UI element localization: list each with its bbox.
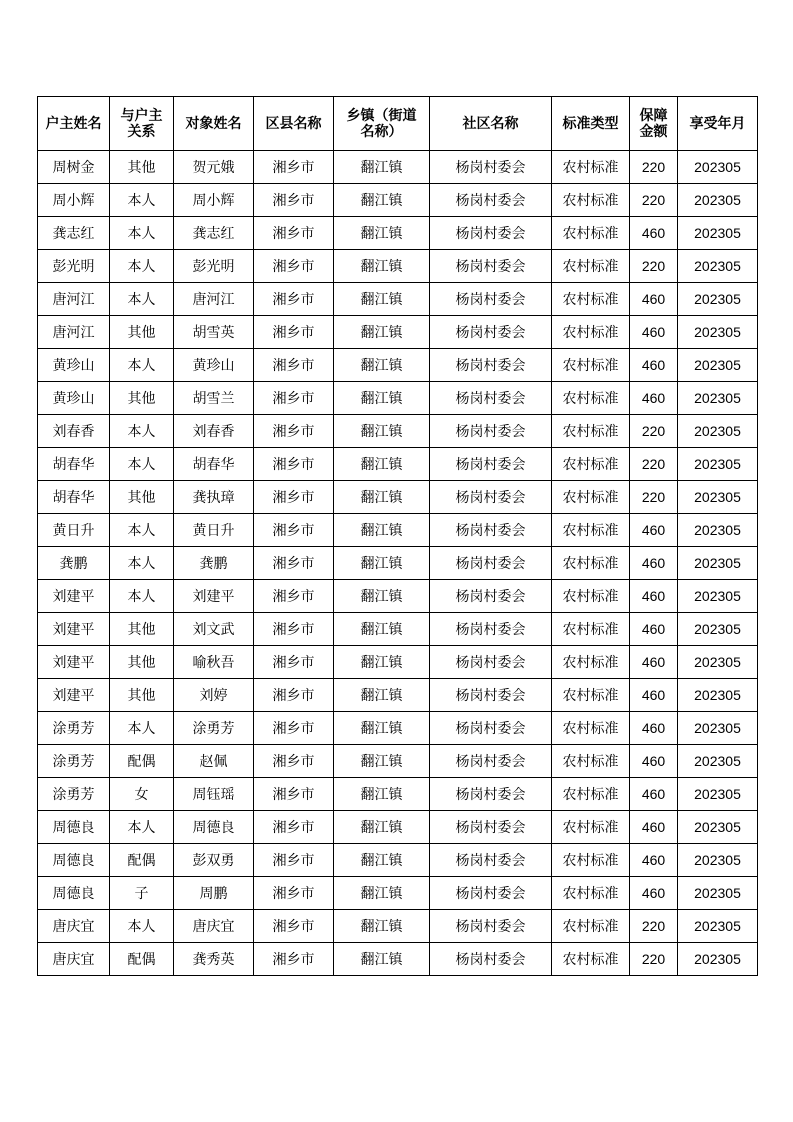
table-row [38,580,758,613]
township-cell: 翻江镇 [334,646,430,679]
header-period: 享受年月 [678,97,758,151]
household-head-cell: 涂勇芳 [38,745,110,778]
county-cell: 湘乡市 [254,877,334,910]
township-cell: 翻江镇 [334,877,430,910]
community-cell: 杨岗村委会 [430,448,552,481]
relation-cell: 女 [110,778,174,811]
beneficiary-name-cell: 黄珍山 [174,349,254,382]
beneficiary-name-cell: 周钰瑶 [174,778,254,811]
township-cell: 翻江镇 [334,151,430,184]
amount-cell: 220 [630,910,678,943]
amount-cell: 460 [630,283,678,316]
township-cell: 翻江镇 [334,349,430,382]
county-cell: 湘乡市 [254,382,334,415]
community-cell: 杨岗村委会 [430,811,552,844]
relation-cell: 本人 [110,250,174,283]
household-head-cell: 唐河江 [38,316,110,349]
standard-type-cell: 农村标准 [552,712,630,745]
period-cell: 202305 [678,250,758,283]
table-row [38,646,758,679]
county-cell: 湘乡市 [254,613,334,646]
township-cell: 翻江镇 [334,943,430,976]
beneficiary-name-cell: 刘文武 [174,613,254,646]
community-cell: 杨岗村委会 [430,745,552,778]
beneficiary-name-cell: 周德良 [174,811,254,844]
beneficiary-name-cell: 胡雪兰 [174,382,254,415]
county-cell: 湘乡市 [254,448,334,481]
county-cell: 湘乡市 [254,679,334,712]
amount-cell: 460 [630,547,678,580]
household-head-cell: 黄珍山 [38,349,110,382]
community-cell: 杨岗村委会 [430,778,552,811]
table-body [38,151,758,976]
community-cell: 杨岗村委会 [430,712,552,745]
beneficiary-name-cell: 涂勇芳 [174,712,254,745]
relation-cell: 配偶 [110,844,174,877]
household-head-cell: 周树金 [38,151,110,184]
table-row [38,184,758,217]
beneficiary-name-cell: 周鹏 [174,877,254,910]
assistance-table [37,96,758,976]
community-cell: 杨岗村委会 [430,547,552,580]
relation-cell: 本人 [110,448,174,481]
township-cell: 翻江镇 [334,910,430,943]
standard-type-cell: 农村标准 [552,481,630,514]
amount-cell: 460 [630,382,678,415]
township-cell: 翻江镇 [334,514,430,547]
relation-cell: 其他 [110,481,174,514]
period-cell: 202305 [678,745,758,778]
community-cell: 杨岗村委会 [430,217,552,250]
community-cell: 杨岗村委会 [430,646,552,679]
township-cell: 翻江镇 [334,448,430,481]
community-cell: 杨岗村委会 [430,316,552,349]
period-cell: 202305 [678,217,758,250]
period-cell: 202305 [678,712,758,745]
header-standard-type: 标准类型 [552,97,630,151]
county-cell: 湘乡市 [254,151,334,184]
standard-type-cell: 农村标准 [552,283,630,316]
header-county: 区县名称 [254,97,334,151]
relation-cell: 本人 [110,514,174,547]
period-cell: 202305 [678,481,758,514]
beneficiary-name-cell: 龚鹏 [174,547,254,580]
community-cell: 杨岗村委会 [430,514,552,547]
county-cell: 湘乡市 [254,250,334,283]
county-cell: 湘乡市 [254,778,334,811]
community-cell: 杨岗村委会 [430,184,552,217]
amount-cell: 460 [630,811,678,844]
beneficiary-name-cell: 胡春华 [174,448,254,481]
beneficiary-name-cell: 刘春香 [174,415,254,448]
table-row [38,514,758,547]
amount-cell: 220 [630,448,678,481]
standard-type-cell: 农村标准 [552,811,630,844]
county-cell: 湘乡市 [254,349,334,382]
standard-type-cell: 农村标准 [552,316,630,349]
beneficiary-name-cell: 黄日升 [174,514,254,547]
table-row [38,877,758,910]
table-row [38,943,758,976]
community-cell: 杨岗村委会 [430,382,552,415]
household-head-cell: 胡春华 [38,448,110,481]
township-cell: 翻江镇 [334,184,430,217]
amount-cell: 460 [630,778,678,811]
relation-cell: 其他 [110,613,174,646]
community-cell: 杨岗村委会 [430,481,552,514]
standard-type-cell: 农村标准 [552,448,630,481]
relation-cell: 本人 [110,580,174,613]
relation-cell: 本人 [110,184,174,217]
county-cell: 湘乡市 [254,646,334,679]
beneficiary-name-cell: 贺元娥 [174,151,254,184]
township-cell: 翻江镇 [334,415,430,448]
township-cell: 翻江镇 [334,250,430,283]
county-cell: 湘乡市 [254,547,334,580]
table-row [38,151,758,184]
amount-cell: 460 [630,646,678,679]
household-head-cell: 刘建平 [38,580,110,613]
community-cell: 杨岗村委会 [430,349,552,382]
amount-cell: 220 [630,250,678,283]
table-row [38,217,758,250]
relation-cell: 本人 [110,415,174,448]
community-cell: 杨岗村委会 [430,844,552,877]
amount-cell: 460 [630,613,678,646]
period-cell: 202305 [678,415,758,448]
standard-type-cell: 农村标准 [552,877,630,910]
table-row [38,844,758,877]
community-cell: 杨岗村委会 [430,910,552,943]
beneficiary-name-cell: 龚秀英 [174,943,254,976]
household-head-cell: 周德良 [38,844,110,877]
beneficiary-name-cell: 唐庆宜 [174,910,254,943]
township-cell: 翻江镇 [334,382,430,415]
table-row [38,811,758,844]
community-cell: 杨岗村委会 [430,250,552,283]
table-row [38,415,758,448]
beneficiary-name-cell: 赵佩 [174,745,254,778]
header-household-head: 户主姓名 [38,97,110,151]
household-head-cell: 涂勇芳 [38,778,110,811]
period-cell: 202305 [678,811,758,844]
period-cell: 202305 [678,580,758,613]
household-head-cell: 刘建平 [38,613,110,646]
standard-type-cell: 农村标准 [552,217,630,250]
community-cell: 杨岗村委会 [430,283,552,316]
header-row [38,97,758,151]
period-cell: 202305 [678,349,758,382]
relation-cell: 本人 [110,349,174,382]
relation-cell: 其他 [110,151,174,184]
amount-cell: 220 [630,415,678,448]
standard-type-cell: 农村标准 [552,349,630,382]
county-cell: 湘乡市 [254,184,334,217]
county-cell: 湘乡市 [254,811,334,844]
table-row [38,679,758,712]
standard-type-cell: 农村标准 [552,943,630,976]
township-cell: 翻江镇 [334,745,430,778]
period-cell: 202305 [678,283,758,316]
township-cell: 翻江镇 [334,844,430,877]
standard-type-cell: 农村标准 [552,844,630,877]
amount-cell: 220 [630,481,678,514]
beneficiary-name-cell: 周小辉 [174,184,254,217]
amount-cell: 220 [630,151,678,184]
amount-cell: 460 [630,679,678,712]
household-head-cell: 周小辉 [38,184,110,217]
household-head-cell: 唐庆宜 [38,943,110,976]
period-cell: 202305 [678,151,758,184]
period-cell: 202305 [678,778,758,811]
relation-cell: 子 [110,877,174,910]
relation-cell: 本人 [110,712,174,745]
amount-cell: 460 [630,580,678,613]
township-cell: 翻江镇 [334,811,430,844]
beneficiary-name-cell: 唐河江 [174,283,254,316]
period-cell: 202305 [678,844,758,877]
household-head-cell: 周德良 [38,877,110,910]
standard-type-cell: 农村标准 [552,745,630,778]
household-head-cell: 刘春香 [38,415,110,448]
period-cell: 202305 [678,514,758,547]
township-cell: 翻江镇 [334,580,430,613]
amount-cell: 460 [630,844,678,877]
relation-cell: 其他 [110,679,174,712]
standard-type-cell: 农村标准 [552,151,630,184]
relation-cell: 本人 [110,283,174,316]
community-cell: 杨岗村委会 [430,943,552,976]
header-beneficiary-name: 对象姓名 [174,97,254,151]
county-cell: 湘乡市 [254,943,334,976]
household-head-cell: 彭光明 [38,250,110,283]
household-head-cell: 周德良 [38,811,110,844]
period-cell: 202305 [678,679,758,712]
township-cell: 翻江镇 [334,679,430,712]
period-cell: 202305 [678,877,758,910]
amount-cell: 460 [630,349,678,382]
standard-type-cell: 农村标准 [552,415,630,448]
community-cell: 杨岗村委会 [430,580,552,613]
relation-cell: 配偶 [110,745,174,778]
relation-cell: 本人 [110,547,174,580]
table-row [38,778,758,811]
beneficiary-name-cell: 喻秋吾 [174,646,254,679]
standard-type-cell: 农村标准 [552,679,630,712]
county-cell: 湘乡市 [254,415,334,448]
county-cell: 湘乡市 [254,481,334,514]
standard-type-cell: 农村标准 [552,250,630,283]
county-cell: 湘乡市 [254,745,334,778]
relation-cell: 本人 [110,217,174,250]
period-cell: 202305 [678,943,758,976]
beneficiary-name-cell: 胡雪英 [174,316,254,349]
period-cell: 202305 [678,316,758,349]
relation-cell: 其他 [110,382,174,415]
community-cell: 杨岗村委会 [430,151,552,184]
county-cell: 湘乡市 [254,580,334,613]
standard-type-cell: 农村标准 [552,646,630,679]
household-head-cell: 龚志红 [38,217,110,250]
relation-cell: 其他 [110,646,174,679]
county-cell: 湘乡市 [254,283,334,316]
standard-type-cell: 农村标准 [552,910,630,943]
period-cell: 202305 [678,613,758,646]
period-cell: 202305 [678,547,758,580]
table-row [38,448,758,481]
relation-cell: 配偶 [110,943,174,976]
standard-type-cell: 农村标准 [552,514,630,547]
household-head-cell: 唐河江 [38,283,110,316]
table-row [38,910,758,943]
household-head-cell: 黄珍山 [38,382,110,415]
household-head-cell: 胡春华 [38,481,110,514]
beneficiary-name-cell: 龚志红 [174,217,254,250]
community-cell: 杨岗村委会 [430,877,552,910]
county-cell: 湘乡市 [254,217,334,250]
township-cell: 翻江镇 [334,316,430,349]
period-cell: 202305 [678,910,758,943]
community-cell: 杨岗村委会 [430,679,552,712]
table-row [38,250,758,283]
amount-cell: 460 [630,745,678,778]
table-row [38,745,758,778]
household-head-cell: 黄日升 [38,514,110,547]
table-row [38,613,758,646]
table-row [38,382,758,415]
standard-type-cell: 农村标准 [552,778,630,811]
household-head-cell: 刘建平 [38,646,110,679]
township-cell: 翻江镇 [334,217,430,250]
community-cell: 杨岗村委会 [430,415,552,448]
standard-type-cell: 农村标准 [552,547,630,580]
amount-cell: 460 [630,877,678,910]
community-cell: 杨岗村委会 [430,613,552,646]
table-row [38,349,758,382]
amount-cell: 220 [630,943,678,976]
beneficiary-name-cell: 龚执璋 [174,481,254,514]
period-cell: 202305 [678,382,758,415]
header-township: 乡镇（街道 名称） [334,97,430,151]
period-cell: 202305 [678,448,758,481]
period-cell: 202305 [678,646,758,679]
household-head-cell: 唐庆宜 [38,910,110,943]
table-row [38,481,758,514]
beneficiary-name-cell: 刘婷 [174,679,254,712]
township-cell: 翻江镇 [334,481,430,514]
amount-cell: 460 [630,514,678,547]
township-cell: 翻江镇 [334,778,430,811]
county-cell: 湘乡市 [254,316,334,349]
township-cell: 翻江镇 [334,712,430,745]
household-head-cell: 龚鹏 [38,547,110,580]
header-community: 社区名称 [430,97,552,151]
beneficiary-name-cell: 彭光明 [174,250,254,283]
table-header [38,97,758,151]
standard-type-cell: 农村标准 [552,580,630,613]
county-cell: 湘乡市 [254,844,334,877]
relation-cell: 其他 [110,316,174,349]
table-row [38,547,758,580]
amount-cell: 460 [630,217,678,250]
beneficiary-name-cell: 刘建平 [174,580,254,613]
county-cell: 湘乡市 [254,712,334,745]
standard-type-cell: 农村标准 [552,184,630,217]
amount-cell: 460 [630,712,678,745]
household-head-cell: 涂勇芳 [38,712,110,745]
township-cell: 翻江镇 [334,613,430,646]
beneficiary-name-cell: 彭双勇 [174,844,254,877]
period-cell: 202305 [678,184,758,217]
table-row [38,712,758,745]
standard-type-cell: 农村标准 [552,382,630,415]
table-row [38,283,758,316]
relation-cell: 本人 [110,811,174,844]
township-cell: 翻江镇 [334,283,430,316]
household-head-cell: 刘建平 [38,679,110,712]
county-cell: 湘乡市 [254,910,334,943]
standard-type-cell: 农村标准 [552,613,630,646]
amount-cell: 460 [630,316,678,349]
header-relation: 与户主 关系 [110,97,174,151]
amount-cell: 220 [630,184,678,217]
relation-cell: 本人 [110,910,174,943]
township-cell: 翻江镇 [334,547,430,580]
header-amount: 保障 金额 [630,97,678,151]
table-row [38,316,758,349]
county-cell: 湘乡市 [254,514,334,547]
